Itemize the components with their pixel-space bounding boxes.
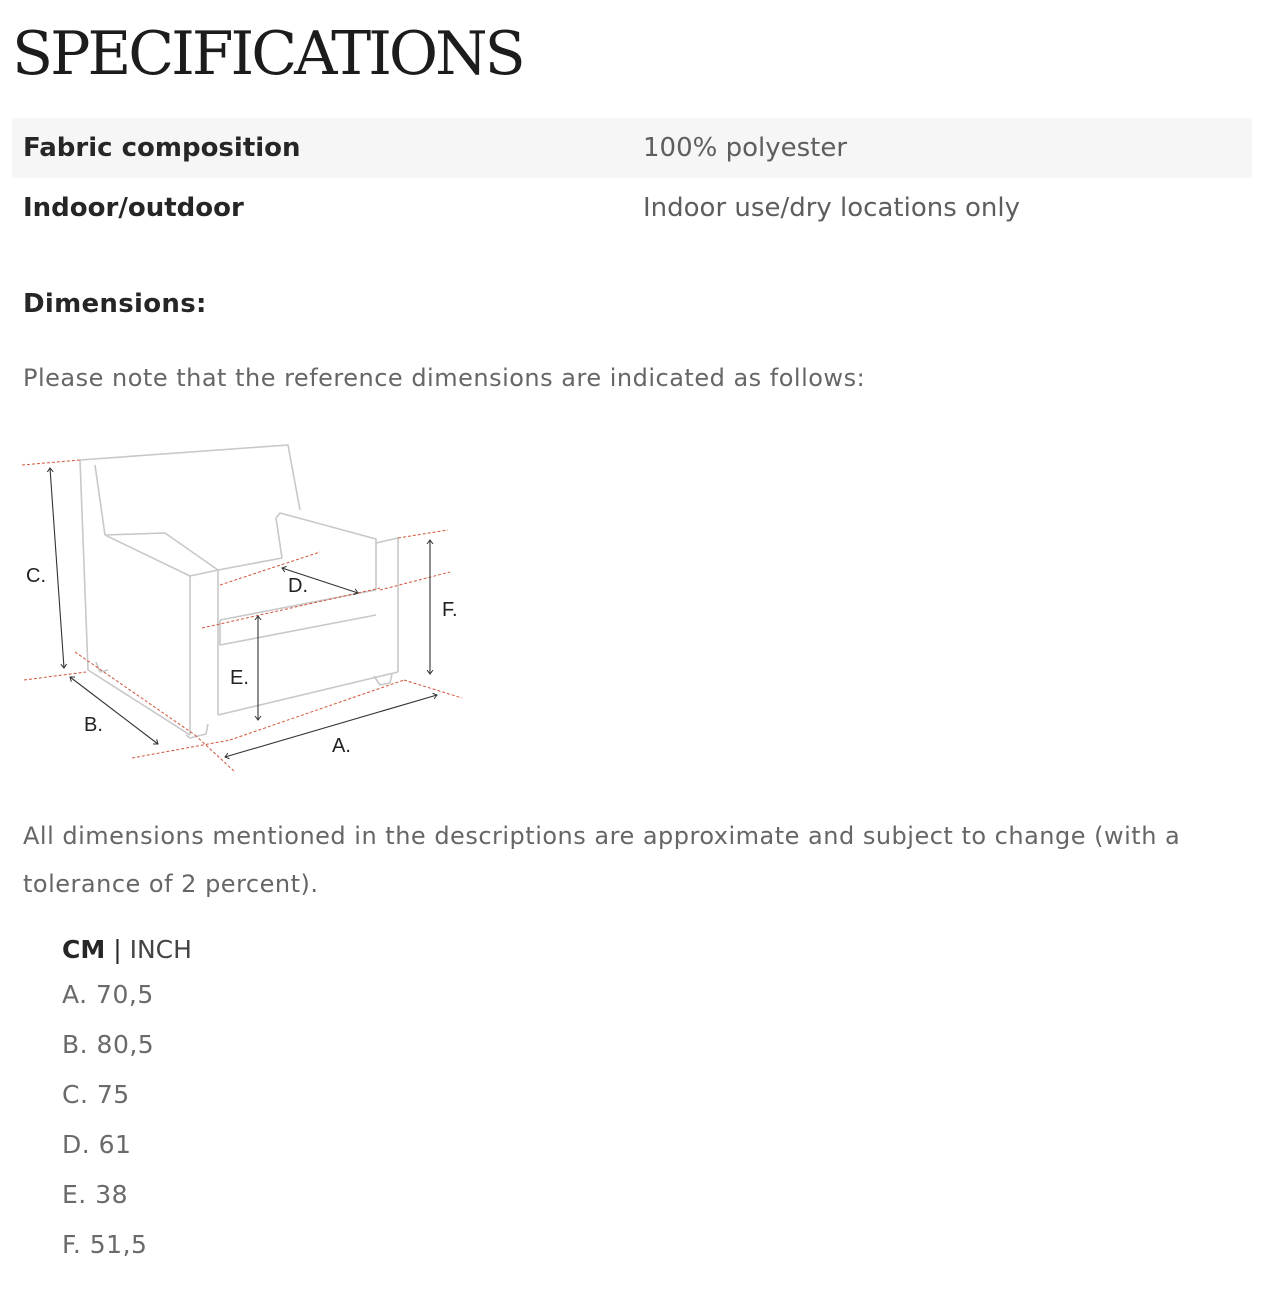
dimensions-disclaimer: All dimensions mentioned in the descriptions are approximate and subject to change (with a tolerance of 2 percent). [23,822,1181,898]
diagram-label-d: D. [288,575,308,597]
diagram-label-f: F. [442,599,458,621]
spec-row-indoor-outdoor [12,178,1252,238]
dimensions-heading: Dimensions: [23,289,207,319]
diagram-label-c: C. [26,565,46,587]
spec-row-fabric [12,118,1252,178]
dimension-value-a: A. 70,5 [62,980,154,1009]
dimension-value-c: C. 75 [62,1080,130,1109]
spec-label: Indoor/outdoor [23,193,244,223]
unit-inch-button[interactable]: INCH [129,935,192,964]
unit-toggle [62,933,192,967]
unit-separator: | [113,935,122,964]
dimension-value-f: F. 51,5 [62,1230,148,1259]
armchair-dimension-diagram [20,440,470,780]
spec-value: 100% polyester [643,133,848,163]
unit-cm-button[interactable]: CM [62,935,106,964]
dimension-value-e: E. 38 [62,1180,129,1209]
spec-label: Fabric composition [23,133,301,163]
dimension-arrows [50,468,437,757]
diagram-label-e: E. [230,667,249,689]
page-title: SPECIFICATIONS [12,19,523,89]
spec-table [12,118,1252,238]
dimension-values-list [62,975,154,1275]
spec-value: Indoor use/dry locations only [643,193,1021,223]
dimension-value-b: B. 80,5 [62,1030,155,1059]
dimensions-note: Please note that the reference dimensions are indicated as follows: [23,364,866,392]
diagram-label-b: B. [84,714,103,736]
diagram-label-a: A. [332,735,351,757]
dimension-value-d: D. 61 [62,1130,132,1159]
armchair-outline [80,445,398,738]
